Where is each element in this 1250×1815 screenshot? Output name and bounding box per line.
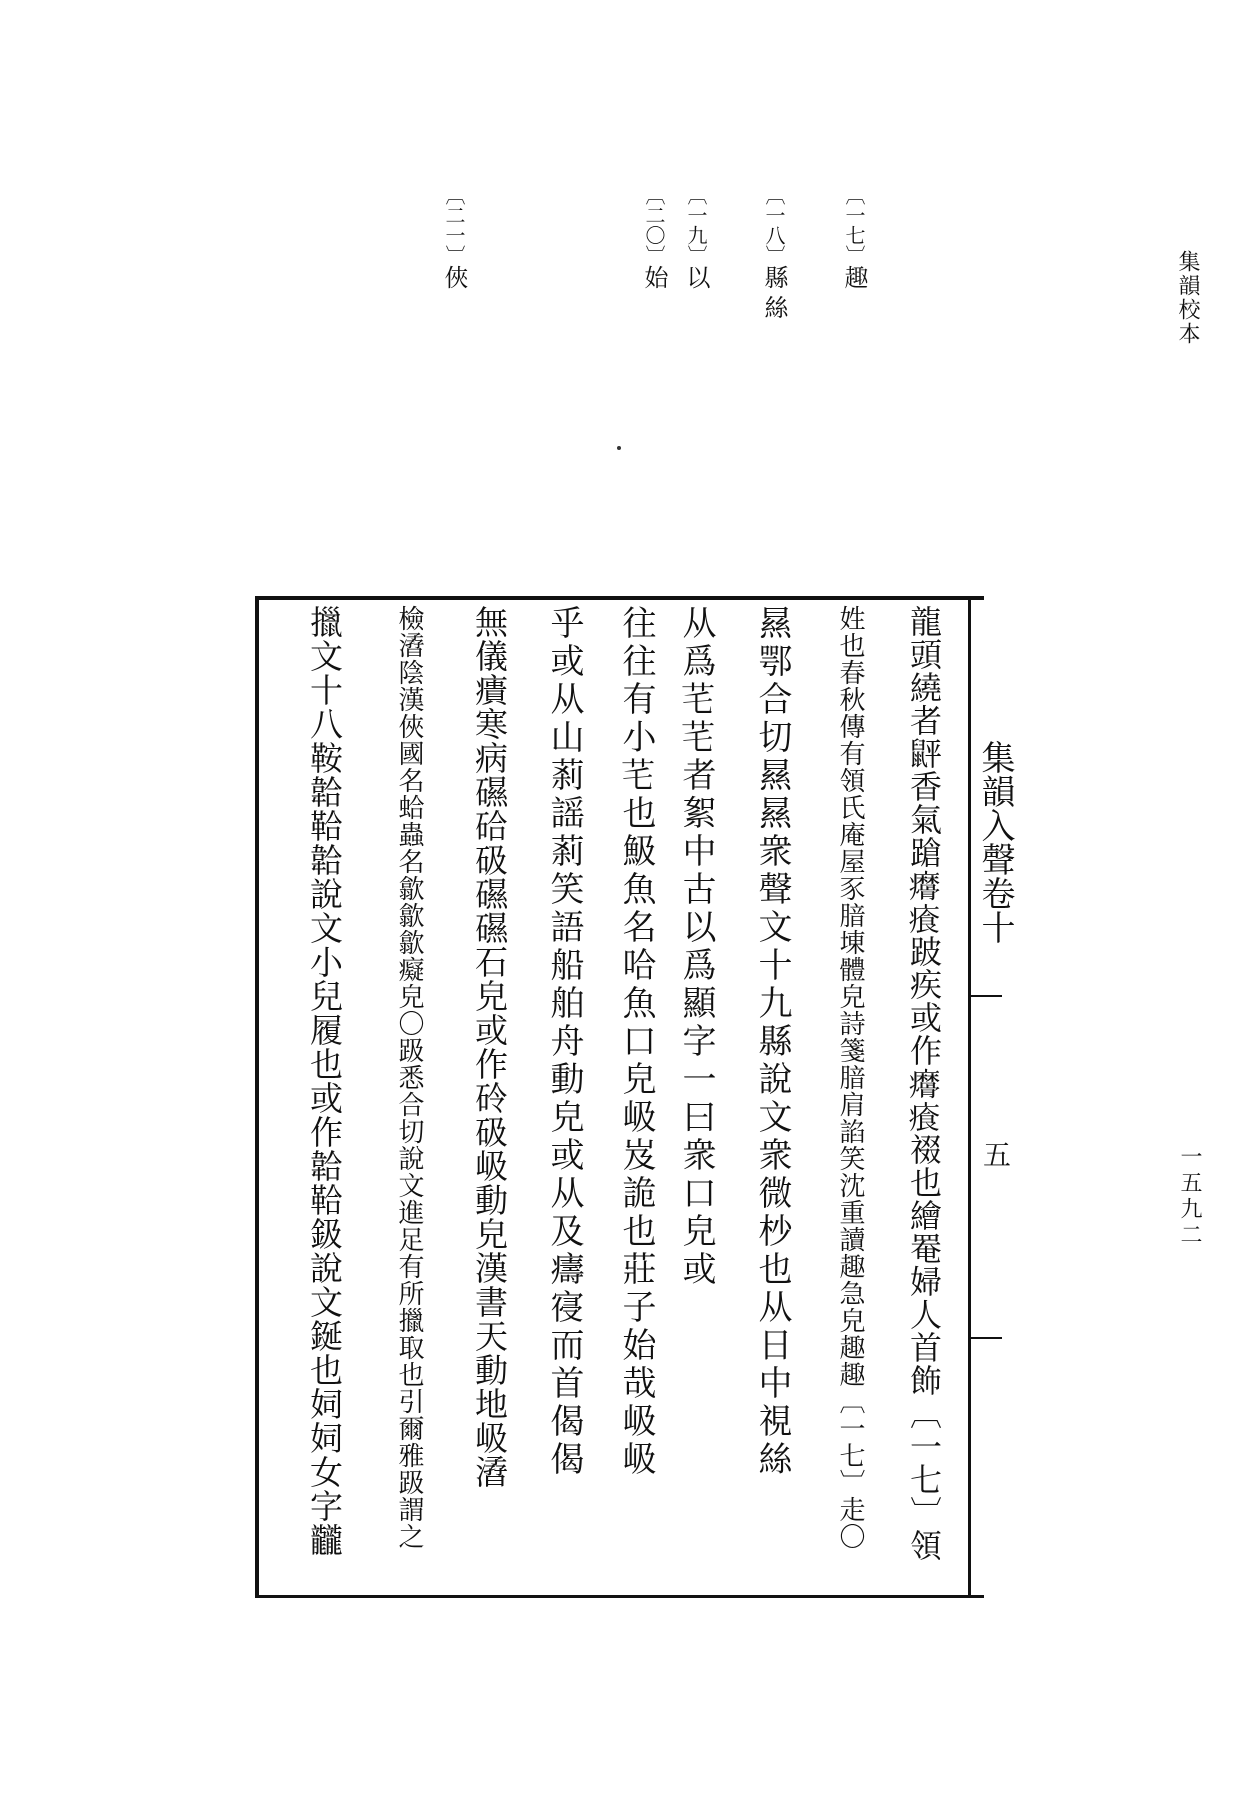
- note-text: 俠: [440, 265, 468, 295]
- panel-right-rule: [968, 600, 971, 1595]
- note-marker: 〔一八〕: [762, 185, 786, 265]
- running-title: 集韻校本: [1175, 250, 1200, 346]
- column-text: 㬎鄂合切㬎㬎衆聲文十九縣說文衆微杪也从日中視絲: [752, 605, 792, 1479]
- collation-note: [760, 185, 788, 325]
- spine-title: 集韻入聲卷十: [975, 740, 1015, 944]
- column-text: 从爲𦬃𦬃者絮中古以爲顯字一曰衆口皃或: [676, 605, 716, 1289]
- ink-speck: [617, 446, 621, 450]
- spine-rule: [968, 1337, 1002, 1339]
- column-text: 往往有小𦬃也魥魚名哈魚口皃岋岌詭也莊子始哉岋岋: [616, 605, 656, 1479]
- text-column: [300, 605, 348, 1580]
- spine-leaf-number: 五: [979, 1140, 1012, 1168]
- note-marker: 〔一九〕: [684, 185, 708, 265]
- text-column: [826, 605, 874, 1580]
- collation-note: [440, 185, 468, 295]
- column-text: 擸文十八鞍韐鞈韐說文小兒履也或作韐鞈鈒說文鋋也㚸㚸女字龖: [305, 605, 344, 1557]
- note-marker: 〔二〇〕: [642, 185, 666, 265]
- note-text: 縣絲: [760, 265, 788, 325]
- collation-note: [640, 185, 668, 295]
- column-text: 無儀㿉寒病礘硆砐礘礘石皃或作砱砐岋動皃漢書天動地岋㵫: [470, 605, 509, 1489]
- spine-rule: [968, 995, 1002, 997]
- text-column: [385, 605, 433, 1580]
- text-column: [612, 605, 660, 1580]
- text-column: [465, 605, 513, 1580]
- text-column: [672, 605, 720, 1580]
- note-text: 趣: [840, 265, 868, 295]
- collation-note: [682, 185, 710, 295]
- column-text: 龍頭繞者䶄香氣蹌𤼑𤸤跛疾或作𤼑𤸤䄌也繪罨婦人首飾〔一七〕領: [905, 605, 943, 1562]
- note-marker: 〔一七〕: [842, 185, 866, 265]
- column-text: 姓也春秋傳有領氏庵屋豕腤埬體皃詩箋腤肩諂笑沈重讀趣急皃趣趣〔一七〕走〇: [835, 605, 865, 1550]
- column-text: 檢㵫陰漢俠國名蛤蟲名歙歙歙癡皃〇趿悉合切說文進足有所擸取也引爾雅趿謂之: [394, 605, 424, 1550]
- text-column: [900, 605, 948, 1580]
- note-text: 始: [640, 265, 668, 295]
- text-column: [540, 605, 588, 1580]
- note-marker: 〔二一〕: [442, 185, 466, 265]
- column-text: 乎或从山䓭謡䓭笑語船舶舟動皃或从及㿒寑而首偈偈: [544, 605, 584, 1479]
- collation-note: [840, 185, 868, 295]
- note-text: 以: [682, 265, 710, 295]
- text-column: [748, 605, 796, 1580]
- page-number: 一五九二: [1177, 1145, 1202, 1249]
